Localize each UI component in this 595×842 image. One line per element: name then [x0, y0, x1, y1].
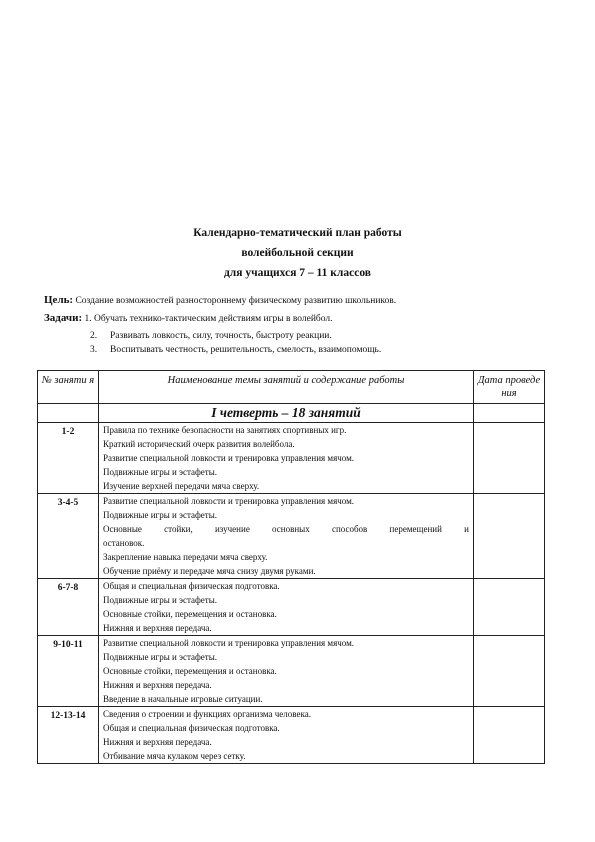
lesson-number: 12-13-14 [38, 707, 99, 764]
lesson-topic-line: Основные стойки, перемещения и остановка. [103, 609, 277, 619]
lesson-topic-line: Отбивание мяча кулаком через сетку. [103, 751, 246, 761]
quarter-row [38, 404, 545, 423]
lesson-topic-line: Краткий исторический очерк развития волейбола. [103, 439, 295, 449]
quarter-title: I четверть – 18 занятий [99, 404, 474, 423]
lesson-topic-line: Введение в начальные игровые ситуации. [103, 694, 263, 704]
lesson-topic-line: Общая и специальная физическая подготовка. [103, 581, 280, 591]
goal-label: Цель: [44, 294, 74, 306]
table-row [38, 494, 545, 579]
lesson-date [474, 707, 545, 764]
lesson-topic-line: Подвижные игры и эстафеты. [103, 652, 218, 662]
lesson-topic-line: Нижняя и верхняя передача. [103, 623, 212, 633]
table-row [38, 636, 545, 707]
task-number: 3. [90, 345, 98, 355]
lesson-topic-line: Общая и специальная физическая подготовка. [103, 723, 280, 733]
lesson-topic-line: Обучение приёму и передаче мяча снизу двумя руками. [103, 566, 316, 576]
lesson-topic-line: Подвижные игры и эстафеты. [103, 467, 218, 477]
lesson-topic-line: Подвижные игры и эстафеты. [103, 510, 218, 520]
goal-text: Создание возможностей разностороннему физическому развитию школьников. [75, 296, 397, 306]
plan-table [37, 370, 545, 764]
title-line-1: Календарно-тематический план работы [193, 227, 402, 239]
title-line-2: волейбольной секции [241, 247, 354, 259]
table-header-row [38, 371, 545, 404]
lesson-topic-line: Основные стойки, перемещения и остановка. [103, 666, 277, 676]
lesson-number: 9-10-11 [38, 636, 99, 707]
tasks-list [90, 329, 381, 357]
lesson-date [474, 494, 545, 579]
lesson-number: 6-7-8 [38, 579, 99, 636]
table-row [38, 579, 545, 636]
lesson-topic-line: Развитие специальной ловкости и тренировка управления мячом. [103, 638, 355, 648]
lesson-date [474, 579, 545, 636]
task-item-3 [90, 343, 381, 357]
task-item-2 [90, 329, 381, 343]
lesson-topic-line: Правила по технике безопасности на занятиях спортивных игр. [103, 425, 347, 435]
task-text: Воспитывать честность, решительность, смелость, взаимопомощь. [110, 345, 382, 355]
lesson-date [474, 423, 545, 494]
lesson-number: 1-2 [38, 423, 99, 494]
table-row [38, 423, 545, 494]
lesson-content [99, 579, 474, 636]
lesson-content [99, 423, 474, 494]
lesson-topic-line: Основные стойки, изучение основных способов перемещений и [103, 524, 469, 534]
header-topic: Наименование темы занятий и содержание работы [99, 371, 474, 404]
tasks-paragraph [44, 312, 333, 326]
lesson-number: 3-4-5 [38, 494, 99, 579]
task-text: Развивать ловкость, силу, точность, быстроту реакции. [110, 331, 332, 341]
quarter-num-cell [38, 404, 99, 423]
lesson-topic-line: остановок. [103, 538, 145, 548]
document-title [0, 223, 595, 283]
tasks-label: Задачи: [44, 312, 83, 324]
table-row [38, 707, 545, 764]
header-date: Дата проведе ния [474, 371, 545, 404]
lesson-date [474, 636, 545, 707]
task-number: 2. [90, 331, 98, 341]
lesson-topic-line: Нижняя и верхняя передача. [103, 680, 212, 690]
lesson-topic-line: Подвижные игры и эстафеты. [103, 595, 218, 605]
goal-paragraph [44, 294, 396, 308]
task-item-1: 1. Обучать технико-тактическим действиям игры в волейбол. [84, 314, 333, 324]
lesson-content [99, 707, 474, 764]
lesson-content [99, 494, 474, 579]
lesson-topic-line: Развитие специальной ловкости и тренировка управления мячом. [103, 496, 355, 506]
lesson-topic-line: Закрепление навыка передачи мяча сверху. [103, 552, 268, 562]
lesson-content [99, 636, 474, 707]
header-lesson-number: № заняти я [38, 371, 99, 404]
lesson-topic-line: Нижняя и верхняя передача. [103, 737, 212, 747]
quarter-date-cell [474, 404, 545, 423]
lesson-topic-line: Сведения о строении и функциях организма человека. [103, 709, 311, 719]
table-body [38, 404, 545, 764]
title-line-3: для учащихся 7 – 11 классов [223, 267, 371, 279]
lesson-topic-line: Развитие специальной ловкости и тренировка управления мячом. [103, 453, 355, 463]
lesson-topic-line: Изучение верхней передачи мяча сверху. [103, 481, 260, 491]
